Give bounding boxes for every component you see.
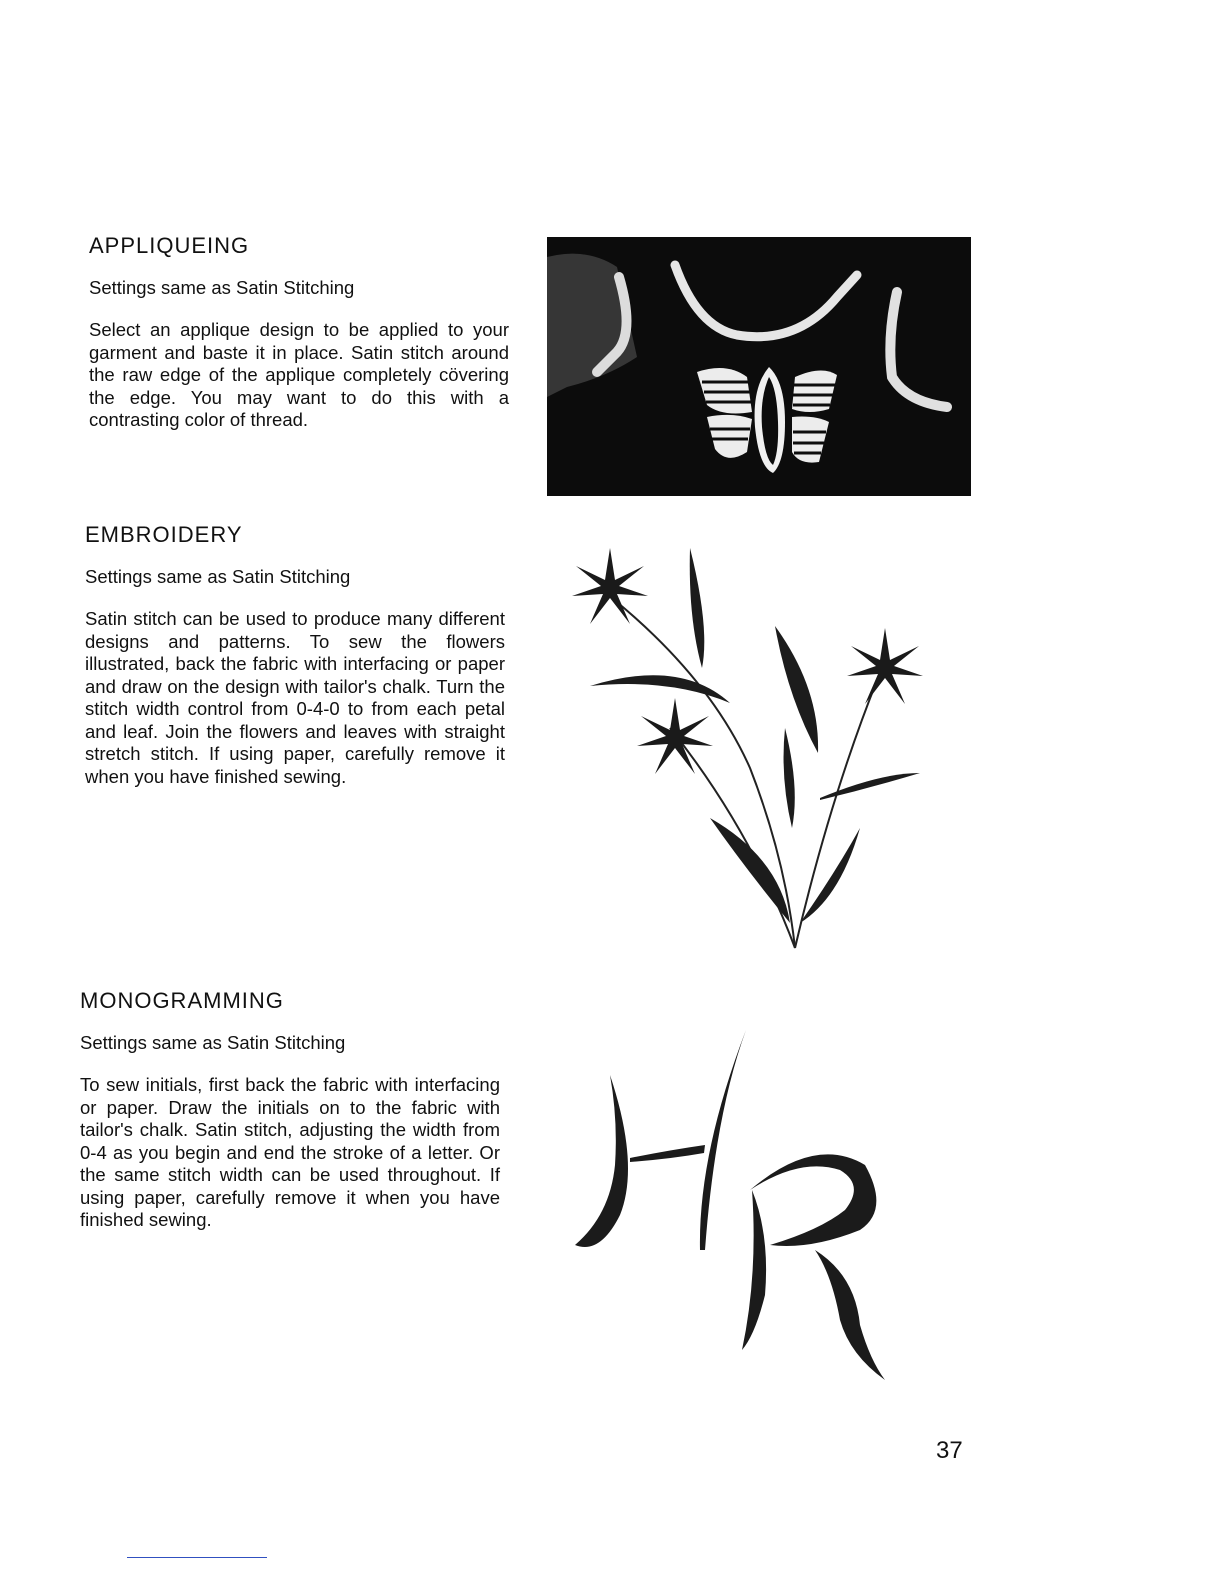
- heading-appliqueing: APPLIQUEING: [89, 233, 250, 258]
- heading-embroidery: EMBROIDERY: [85, 522, 243, 547]
- applique-photo: [547, 237, 971, 496]
- body-monogramming: To sew initials, first back the fabric with interfacing or paper. Draw the initials on to the fabric with tailor's chalk. Satin stitch, adjusting the width from 0-4 as you begin and end the stroke of a letter. Or the same stitch width can be used throughout. If using paper, carefully remove it when you have finished sewing.: [80, 1074, 500, 1230]
- settings-monogramming: Settings same as Satin Stitching: [80, 1032, 346, 1053]
- body-appliqueing: Select an applique design to be applied to your garment and baste it in place. Satin stitch around the raw edge of the applique completely cövering the edge. You may want to do this with a contrasting color of thread.: [89, 319, 509, 430]
- section-appliqueing: [89, 233, 509, 432]
- embroidered-flowers-illustration: [560, 538, 940, 953]
- heading-monogramming: MONOGRAMMING: [80, 988, 284, 1013]
- body-embroidery: Satin stitch can be used to produce many different designs and patterns. To sew the flowers illustrated, back the fabric with interfacing or paper and draw on the design with tailor's chalk. Turn the stitch width control from 0-4-0 to from each petal and leaf. Join the flowers and leaves with straight stretch stitch. If using paper, carefully remove it when you have finished sewing.: [85, 608, 505, 787]
- settings-embroidery: Settings same as Satin Stitching: [85, 566, 351, 587]
- settings-appliqueing: Settings same as Satin Stitching: [89, 277, 355, 298]
- footer-divider: [127, 1557, 267, 1558]
- section-embroidery: [85, 522, 505, 788]
- page-number: 37: [936, 1437, 963, 1464]
- section-monogramming: [80, 988, 500, 1232]
- monogram-hr-illustration: [570, 1025, 910, 1385]
